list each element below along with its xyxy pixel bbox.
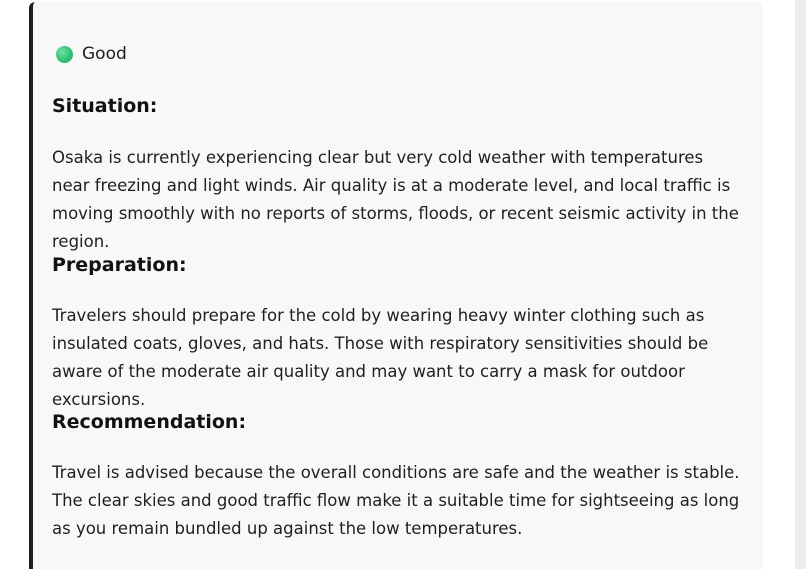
situation-heading: Situation:	[52, 95, 158, 117]
travel-advisory-card	[29, 2, 763, 569]
preparation-heading: Preparation:	[52, 254, 187, 276]
recommendation-heading: Recommendation:	[52, 411, 247, 433]
preparation-text: Travelers should prepare for the cold by wearing heavy winter clothing such as insulated coats, gloves, and hats. Those with respiratory sensitivities should be aware of the moderate air quality and may want to carry a mask for outdoor excursions.	[52, 306, 709, 409]
recommendation-text: Travel is advised because the overall conditions are safe and the weather is stable. The clear skies and good traffic flow make it a suitable time for sightseeing as long as you remain bundled up against the low temperatures.	[52, 463, 740, 538]
situation-text: Osaka is currently experiencing clear but very cold weather with temperatures near freezing and light winds. Air quality is at a moderate level, and local traffic is moving smoothly with no reports of storms, floods, or recent seismic activity in the region.	[52, 148, 739, 251]
status-indicator	[56, 42, 127, 66]
vertical-scrollbar[interactable]	[795, 0, 806, 569]
status-label: Good	[82, 44, 127, 64]
status-dot-icon	[56, 46, 73, 63]
